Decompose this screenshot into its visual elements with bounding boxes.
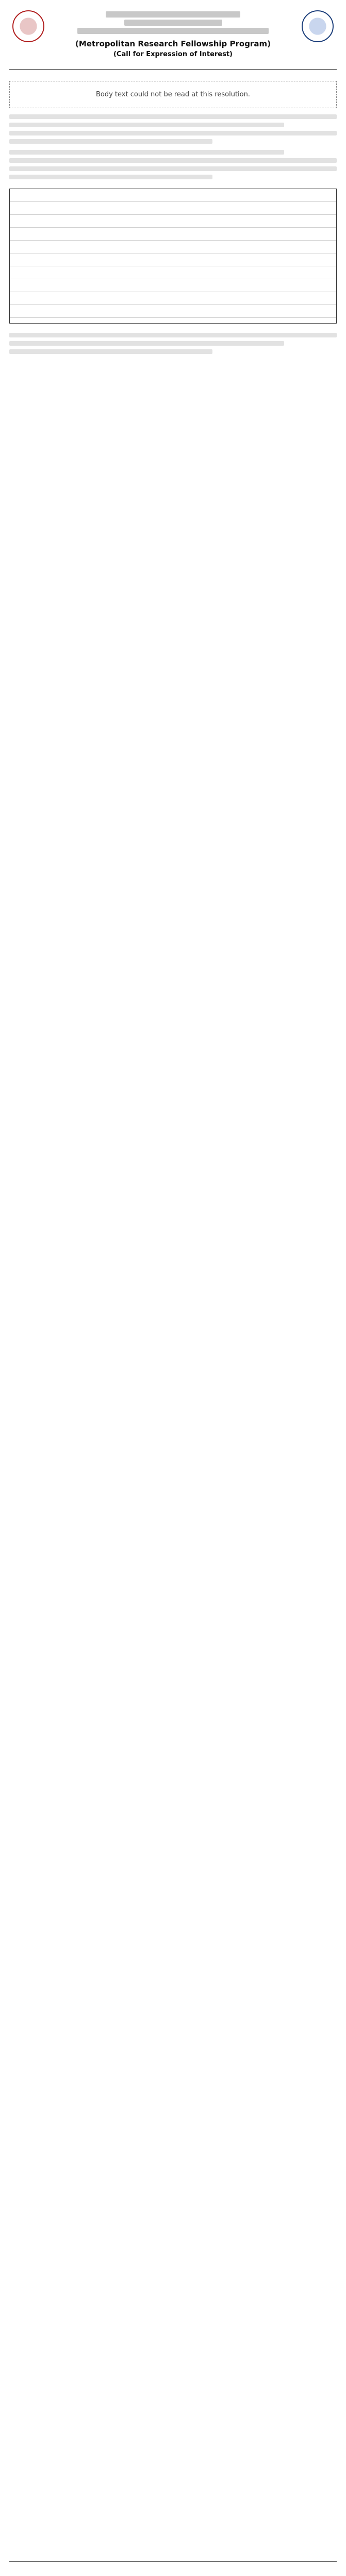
unreadable-section bbox=[9, 333, 337, 354]
header-line-unreadable bbox=[77, 28, 269, 34]
unreadable-section bbox=[9, 114, 337, 144]
notice-title: (Call for Expression of Interest) bbox=[113, 50, 233, 58]
header-line-unreadable bbox=[106, 11, 240, 18]
planning-commission-emblem-icon bbox=[302, 10, 334, 42]
notice-header bbox=[9, 7, 337, 70]
unreadable-section bbox=[9, 150, 337, 179]
program-title: (Metropolitan Research Fellowship Program) bbox=[75, 39, 271, 48]
header-line-unreadable bbox=[124, 20, 222, 26]
header-text bbox=[51, 9, 295, 58]
unreadable-notice-placeholder: Body text could not be read at this resolution. bbox=[9, 81, 337, 108]
municipality-emblem-icon bbox=[12, 10, 44, 42]
footer-divider bbox=[9, 2561, 337, 2562]
unreadable-table bbox=[9, 189, 337, 324]
